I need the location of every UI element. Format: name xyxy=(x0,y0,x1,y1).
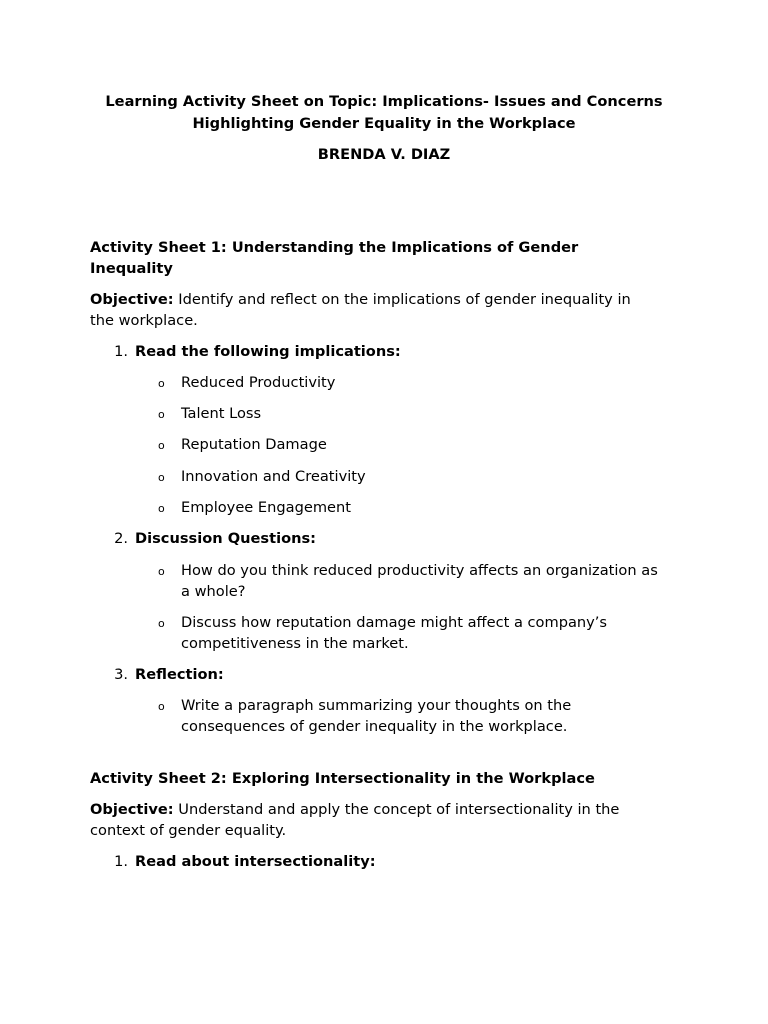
list-subitem-continuation: competitiveness in the market. xyxy=(181,635,409,652)
sheet2-objective-line-2: context of gender equality. xyxy=(90,822,287,839)
bullet-icon: o xyxy=(158,617,165,630)
title-line-1: Learning Activity Sheet on Topic: Implications- Issues and Concerns xyxy=(105,93,663,110)
bullet-icon: o xyxy=(158,471,165,484)
list-subitem: Innovation and Creativity xyxy=(181,468,366,485)
list-number: 2. xyxy=(114,530,128,547)
bullet-icon: o xyxy=(158,439,165,452)
list-subitem-continuation: a whole? xyxy=(181,583,246,600)
list-number: 1. xyxy=(114,853,128,870)
list-subitem: Talent Loss xyxy=(181,405,262,422)
bullet-icon: o xyxy=(158,377,165,390)
list-subitem: Discuss how reputation damage might affect a company’s xyxy=(181,614,608,631)
bullet-icon: o xyxy=(158,565,165,578)
list-subitem: Write a paragraph summarizing your thoughts on the xyxy=(181,697,572,714)
author-name: BRENDA V. DIAZ xyxy=(317,146,451,163)
list-subitem: Reputation Damage xyxy=(181,436,327,453)
bullet-icon: o xyxy=(158,408,165,421)
list-subitem: How do you think reduced productivity affects an organization as xyxy=(181,562,658,579)
list-subitem-continuation: consequences of gender inequality in the workplace. xyxy=(181,718,568,735)
sheet1-objective xyxy=(90,289,631,310)
list-number: 3. xyxy=(114,666,128,683)
sheet2-objective xyxy=(90,799,619,820)
sheet1-heading-line-1: Activity Sheet 1: Understanding the Implications of Gender xyxy=(90,239,579,256)
list-item-label: Reflection: xyxy=(135,666,224,683)
list-number: 1. xyxy=(114,343,128,360)
objective-text: Understand and apply the concept of intersectionality in the xyxy=(173,801,620,818)
list-item-label: Discussion Questions: xyxy=(135,530,317,547)
objective-label: Objective: xyxy=(90,801,174,818)
sheet1-heading-line-2: Inequality xyxy=(90,260,173,277)
objective-label: Objective: xyxy=(90,291,174,308)
bullet-icon: o xyxy=(158,502,165,515)
bullet-icon: o xyxy=(158,700,165,713)
list-subitem: Reduced Productivity xyxy=(181,374,336,391)
sheet2-heading: Activity Sheet 2: Exploring Intersectionality in the Workplace xyxy=(90,770,595,787)
list-item-label: Read about intersectionality: xyxy=(135,853,376,870)
list-item-label: Read the following implications: xyxy=(135,343,401,360)
sheet1-objective-line-2: the workplace. xyxy=(90,312,198,329)
title-line-2: Highlighting Gender Equality in the Workplace xyxy=(192,115,576,132)
objective-text: Identify and reflect on the implications of gender inequality in xyxy=(173,291,631,308)
list-subitem: Employee Engagement xyxy=(181,499,352,516)
